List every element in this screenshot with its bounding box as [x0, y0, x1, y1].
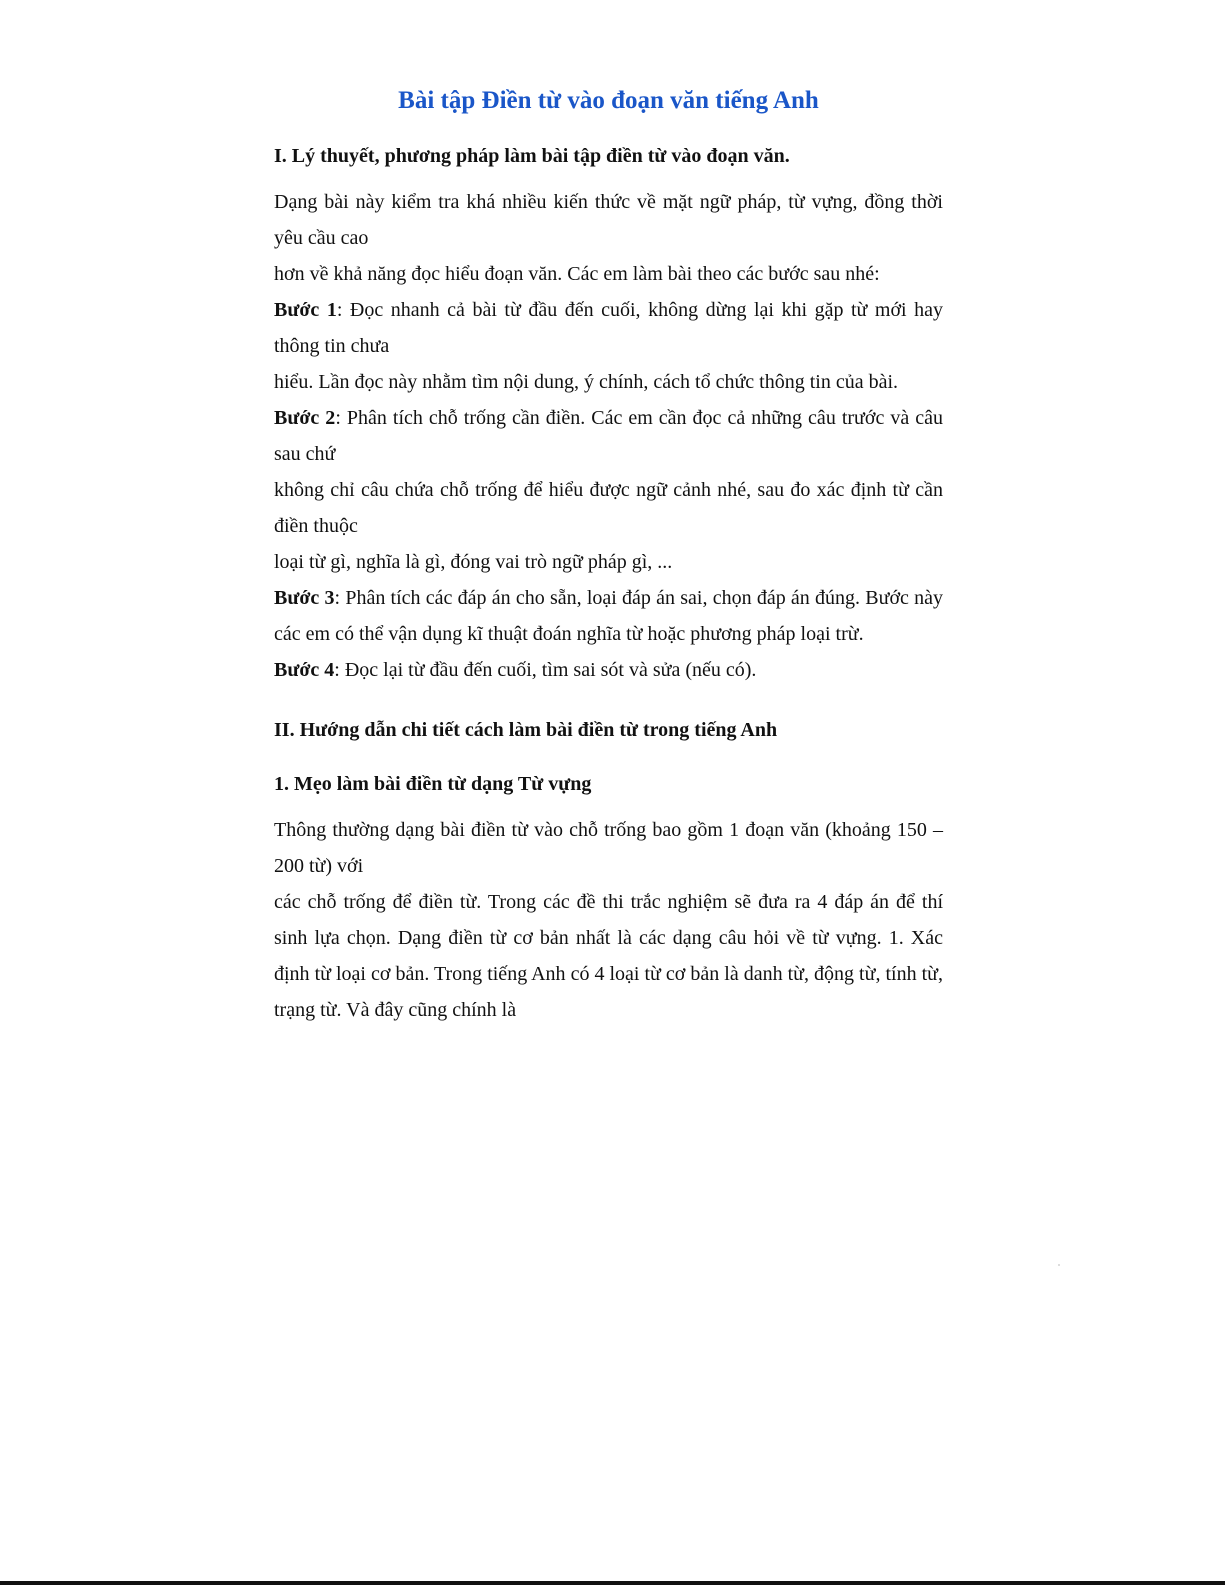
document-title: Bài tập Điền từ vào đoạn văn tiếng Anh: [398, 87, 819, 114]
page-bottom-border: [0, 1581, 1225, 1585]
section-1-intro-paragraph-2: hơn về khả năng đọc hiểu đoạn văn. Các em làm bài theo các bước sau nhé:: [274, 263, 880, 285]
document-content: [274, 84, 943, 1028]
step-1-paragraph: [274, 292, 943, 364]
step-2-continuation-2: loại từ gì, nghĩa là gì, đóng vai trò ngữ pháp gì, ...: [274, 551, 673, 573]
subsection-1-paragraph-1: Thông thường dạng bài điền từ vào chỗ trống bao gồm 1 đoạn văn (khoảng 150 – 200 từ) với: [274, 819, 943, 877]
step-2-text-a: : Phân tích chỗ trống cần điền. Các em cần đọc cả những câu trước và câu sau chứ: [274, 407, 943, 465]
section-1-heading: I. Lý thuyết, phương pháp làm bài tập điền từ vào đoạn văn.: [274, 145, 790, 167]
section-1-intro-paragraph-1: Dạng bài này kiểm tra khá nhiều kiến thức về mặt ngữ pháp, từ vựng, đồng thời yêu cầu cao: [274, 191, 943, 249]
step-1-label: Bước 1: [274, 299, 337, 321]
subsection-1-paragraph-2: các chỗ trống để điền từ. Trong các đề thi trắc nghiệm sẽ đưa ra 4 đáp án để thí sinh lựa chọn. Dạng điền từ cơ bản nhất là các dạng câu hỏi về từ vựng. 1. Xác định từ loại cơ bản. Trong tiếng Anh có 4 loại từ cơ bản là danh từ, động từ, tính từ, trạng từ. Và đây cũng chính là: [274, 891, 943, 1021]
step-4-text: : Đọc lại từ đầu đến cuối, tìm sai sót và sửa (nếu có).: [334, 659, 757, 681]
subsection-1-heading: 1. Mẹo làm bài điền từ dạng Từ vựng: [274, 773, 592, 795]
step-2-label: Bước 2: [274, 407, 336, 429]
step-4-paragraph: [274, 652, 943, 688]
step-2-paragraph: [274, 400, 943, 472]
step-1-text-a: : Đọc nhanh cả bài từ đầu đến cuối, không dừng lại khi gặp từ mới hay thông tin chưa: [274, 299, 943, 357]
step-4-label: Bước 4: [274, 659, 335, 681]
step-1-continuation: hiểu. Lần đọc này nhằm tìm nội dung, ý chính, cách tổ chức thông tin của bài.: [274, 371, 899, 393]
step-3-label: Bước 3: [274, 587, 335, 609]
step-3-paragraph: [274, 580, 943, 652]
step-3-text: : Phân tích các đáp án cho sẵn, loại đáp án sai, chọn đáp án đúng. Bước này các em có thể vận dụng kĩ thuật đoán nghĩa từ hoặc phương pháp loại trừ.: [274, 587, 943, 645]
section-2-heading: II. Hướng dẫn chi tiết cách làm bài điền từ trong tiếng Anh: [274, 719, 778, 741]
step-2-continuation-1: không chỉ câu chứa chỗ trống để hiểu được ngữ cảnh nhé, sau đo xác định từ cần điền thuộc: [274, 479, 943, 537]
scan-speck: [1058, 1264, 1060, 1266]
